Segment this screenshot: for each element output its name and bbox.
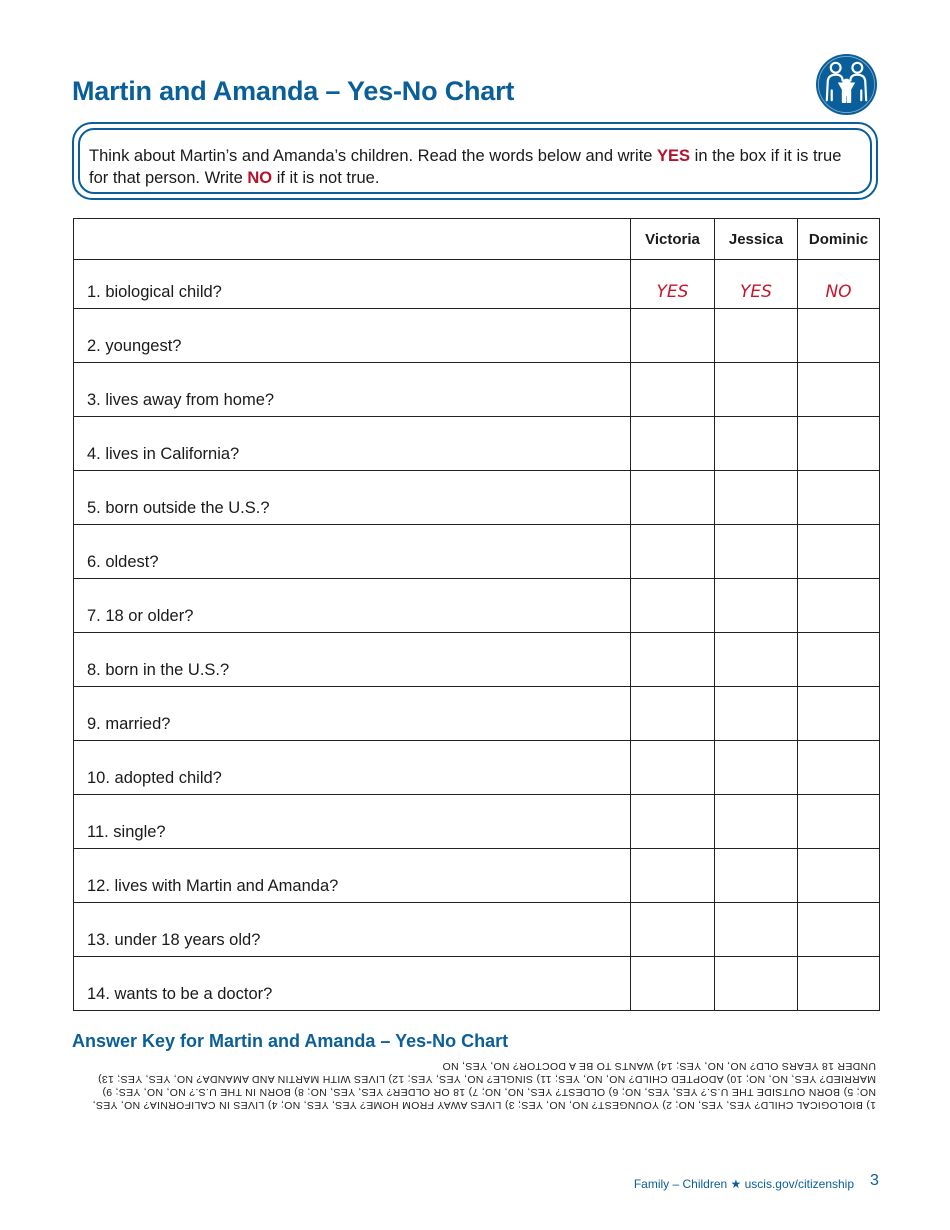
answer-cell-victoria[interactable] (631, 741, 715, 795)
answer-cell-dominic[interactable] (798, 309, 880, 363)
table-row (74, 417, 880, 471)
answer-cell-jessica[interactable] (715, 687, 798, 741)
question-cell: 10. adopted child? (74, 741, 631, 795)
answer-cell-jessica[interactable] (715, 579, 798, 633)
answer-cell-jessica[interactable] (715, 417, 798, 471)
answer-cell-victoria[interactable] (631, 633, 715, 687)
answer-cell-dominic[interactable] (798, 849, 880, 903)
table-row (74, 525, 880, 579)
question-cell: 6. oldest? (74, 525, 631, 579)
question-cell: 14. wants to be a doctor? (74, 957, 631, 1011)
instructions-box (72, 122, 878, 200)
answer-cell-victoria[interactable] (631, 795, 715, 849)
answer-cell-dominic[interactable] (798, 633, 880, 687)
question-cell: 9. married? (74, 687, 631, 741)
table-row (74, 957, 880, 1011)
answer-cell-jessica[interactable] (715, 525, 798, 579)
answer-cell-dominic[interactable] (798, 795, 880, 849)
keyword-yes: YES (657, 147, 691, 165)
answer-cell-victoria[interactable] (631, 417, 715, 471)
answer-cell-victoria[interactable] (631, 471, 715, 525)
answer-cell-jessica[interactable] (715, 309, 798, 363)
answer-cell-jessica[interactable] (715, 363, 798, 417)
question-cell: 2. youngest? (74, 309, 631, 363)
answer-cell-victoria[interactable] (631, 957, 715, 1011)
table-row (74, 903, 880, 957)
answer-cell-dominic[interactable]: NO (798, 260, 880, 309)
page-title: Martin and Amanda – Yes-No Chart (72, 76, 515, 106)
table-row (74, 849, 880, 903)
answer-cell-victoria[interactable] (631, 849, 715, 903)
answer-cell-dominic[interactable] (798, 525, 880, 579)
answer-cell-jessica[interactable] (715, 741, 798, 795)
table-row (74, 309, 880, 363)
answer-cell-jessica[interactable] (715, 633, 798, 687)
answer-cell-dominic[interactable] (798, 903, 880, 957)
answer-cell-dominic[interactable] (798, 363, 880, 417)
answer-cell-jessica[interactable] (715, 957, 798, 1011)
table-row (74, 471, 880, 525)
answer-cell-dominic[interactable] (798, 741, 880, 795)
answer-key-title: Answer Key for Martin and Amanda – Yes-No Chart (72, 1031, 509, 1051)
answer-cell-dominic[interactable] (798, 417, 880, 471)
answer-cell-jessica[interactable] (715, 795, 798, 849)
answer-cell-victoria[interactable] (631, 687, 715, 741)
question-cell: 1. biological child? (74, 260, 631, 309)
family-icon (815, 53, 878, 116)
answer-cell-victoria[interactable] (631, 579, 715, 633)
table-row (74, 260, 880, 309)
question-cell: 3. lives away from home? (74, 363, 631, 417)
answer-cell-victoria[interactable] (631, 525, 715, 579)
question-cell: 8. born in the U.S.? (74, 633, 631, 687)
answer-cell-jessica[interactable] (715, 471, 798, 525)
answer-cell-victoria[interactable] (631, 309, 715, 363)
instructions-text (78, 128, 872, 194)
question-cell: 13. under 18 years old? (74, 903, 631, 957)
header-question (74, 219, 631, 260)
header-victoria: Victoria (631, 219, 715, 260)
header-jessica: Jessica (715, 219, 798, 260)
question-cell: 5. born outside the U.S.? (74, 471, 631, 525)
question-cell: 4. lives in California? (74, 417, 631, 471)
answer-cell-victoria[interactable] (631, 363, 715, 417)
table-row (74, 687, 880, 741)
answer-cell-dominic[interactable] (798, 957, 880, 1011)
answer-cell-dominic[interactable] (798, 471, 880, 525)
answer-key-text: 1) BIOLOGICAL CHILD? YES, YES, NO; 2) YOUNGEST? NO, NO, YES; 3) LIVES AWAY FROM HOME? YES, YES, NO; 4) LIVES IN CALIFORNIA? NO, YES, NO; 5) BORN OUTSIDE THE U.S.? YES, YES, NO; 6) OLDEST? YES, NO, NO; 7) 18 OR OLDER? YES, YES, NO; 8) BORN IN THE U.S.? NO, NO, YES; 9) MARRIED? YES, NO, NO; 10) ADOPTED CHILD? NO, NO, YES; 11) SINGLE? NO, YES, YES; 12) LIVES WITH MARTIN AND AMANDA? NO, YES, YES; 13) UNDER 18 YEARS OLD? NO, NO, YES; 14) WANTS TO BE A DOCTOR? NO, YES, NO (92, 1060, 876, 1111)
header-row (74, 219, 880, 260)
header-dominic: Dominic (798, 219, 880, 260)
page-number: 3 (870, 1172, 879, 1189)
answer-cell-victoria[interactable] (631, 903, 715, 957)
keyword-no: NO (247, 169, 273, 187)
answer-cell-jessica[interactable] (715, 849, 798, 903)
question-cell: 11. single? (74, 795, 631, 849)
answer-cell-victoria[interactable]: YES (631, 260, 715, 309)
answer-cell-dominic[interactable] (798, 687, 880, 741)
table-row (74, 741, 880, 795)
table-row (74, 633, 880, 687)
answer-cell-jessica[interactable]: YES (715, 260, 798, 309)
answer-cell-jessica[interactable] (715, 903, 798, 957)
instructions-part1: Think about Martin’s and Amanda’s children. Read the words below and write (89, 147, 658, 165)
yes-no-chart (73, 218, 880, 1011)
table-row (74, 579, 880, 633)
question-cell: 7. 18 or older? (74, 579, 631, 633)
footer-text: Family – Children ★ uscis.gov/citizenship (633, 1177, 854, 1191)
chart-body (74, 260, 880, 1011)
table-row (74, 795, 880, 849)
instructions-part2: in the box if it is true for that person. Write (89, 147, 842, 187)
question-cell: 12. lives with Martin and Amanda? (74, 849, 631, 903)
answer-cell-dominic[interactable] (798, 579, 880, 633)
instructions-part3: if it is not true. (272, 169, 380, 187)
table-row (74, 363, 880, 417)
